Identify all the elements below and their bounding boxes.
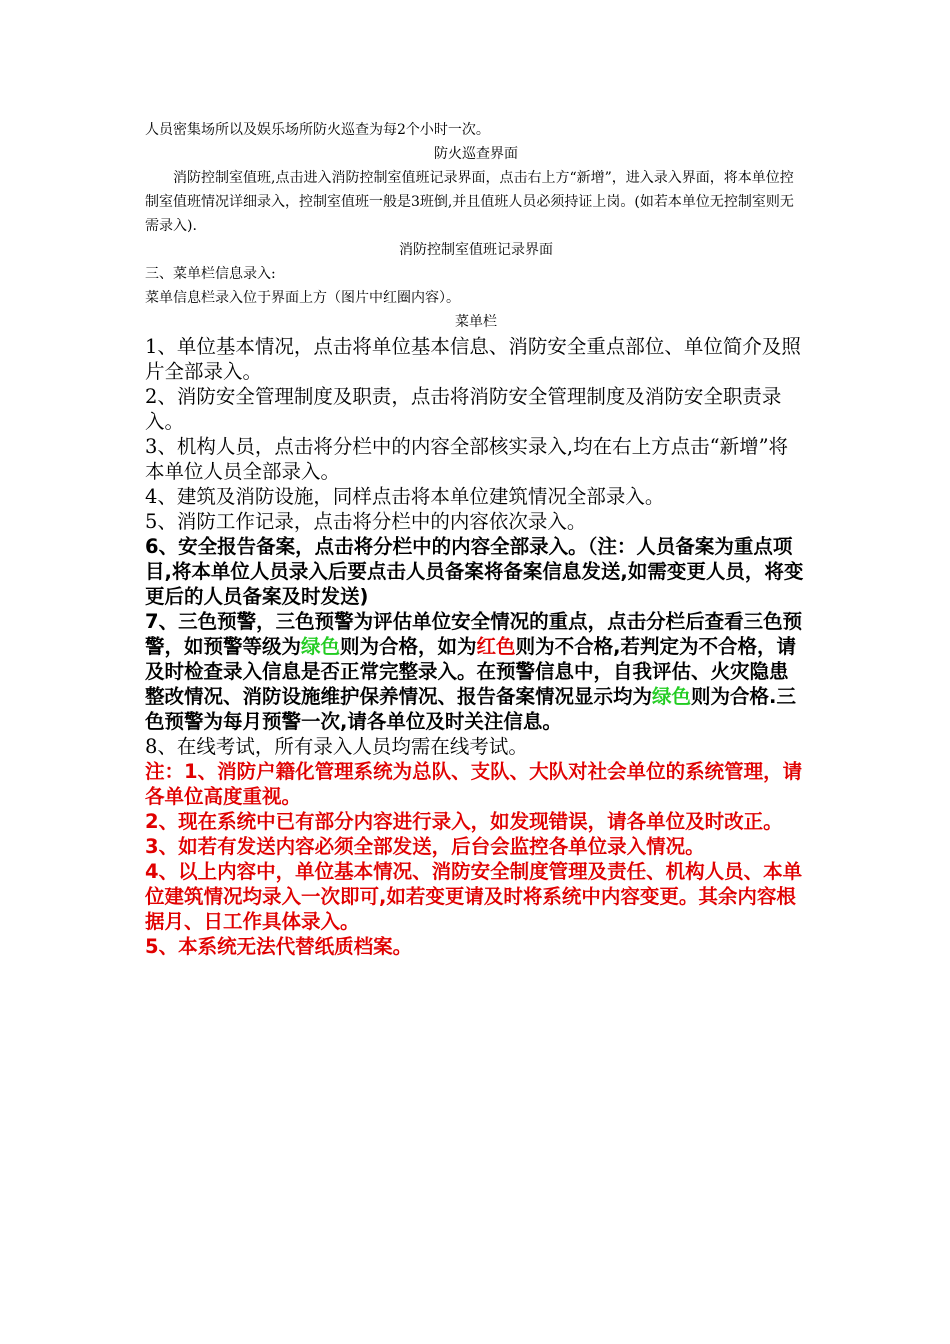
section-three-title: 三、菜单栏信息录入: [145,266,276,282]
note-5: 5、本系统无法代替纸质档案。 [145,935,413,958]
note-1: 注：1、消防户籍化管理系统为总队、支队、大队对社会单位的系统管理，请各单位高度重视。 [145,760,803,808]
control-room-paragraph: 消防控制室值班,点击进入消防控制室值班记录界面，点击右上方“新增”，进入录入界面，将本单位控制室值班情况详细录入，控制室值班一般是3班倒,并且值班人员必须持证上岗。(如若本单位无控制室则无需录入). [145,170,794,234]
caption-menu: 菜单栏 [455,314,497,330]
item-5: 5、消防工作记录，点击将分栏中的内容依次录入。 [145,510,587,533]
item-7-green-1: 绿色 [301,635,341,658]
item-7-red-1: 红色 [476,635,516,658]
note-3: 3、如若有发送内容必须全部发送，后台会监控各单位录入情况。 [145,835,705,858]
item-7-part-4: 则为合格.三色预警为每月预警一次,请各单位及时关注信息。 [145,685,796,733]
item-7-part-1: 7、三色预警，三色预警为评估单位安全情况的重点，点击分栏后查看三色预警，如预警等级为 [145,610,803,658]
item-1: 1、单位基本情况，点击将单位基本信息、消防安全重点部位、单位简介及照片全部录入。 [145,335,801,383]
item-8: 8、在线考试，所有录入人员均需在线考试。 [145,735,528,758]
item-6: 6、安全报告备案，点击将分栏中的内容全部录入。（注：人员备案为重点项目,将本单位人员录入后要点击人员备案将备案信息发送,如需变更人员，将变更后的人员备案及时发送) [145,535,804,608]
caption-patrol: 防火巡查界面 [434,146,518,162]
note-4: 4、以上内容中，单位基本情况、消防安全制度管理及责任、机构人员、本单位建筑情况均录入一次即可,如若变更请及时将系统中内容变更。其余内容根据月、日工作具体录入。 [145,860,803,933]
item-7-green-2: 绿色 [652,685,692,708]
item-2: 2、消防安全管理制度及职责，点击将消防安全管理制度及消防安全职责录入。 [145,385,782,433]
note-2: 2、现在系统中已有部分内容进行录入，如发现错误，请各单位及时改正。 [145,810,783,833]
item-4: 4、建筑及消防设施，同样点击将本单位建筑情况全部录入。 [145,485,665,508]
document-page [145,118,807,959]
item-7-part-3: 则为不合格,若判定为不合格，请及时检查录入信息是否正常完整录入。在预警信息中，自我评估、火灾隐患整改情况、消防设施维护保养情况、报告备案情况显示均为 [145,635,796,708]
intro-line: 人员密集场所以及娱乐场所防火巡查为每2个小时一次。 [145,122,490,138]
item-7-part-2: 则为合格，如为 [340,635,477,658]
section-three-desc: 菜单信息栏录入位于界面上方（图片中红圈内容）。 [145,290,460,306]
item-3: 3、机构人员，点击将分栏中的内容全部核实录入,均在右上方点击“新增”将本单位人员全部录入。 [145,435,789,483]
item-7 [145,609,807,734]
caption-control-room: 消防控制室值班记录界面 [399,242,553,258]
